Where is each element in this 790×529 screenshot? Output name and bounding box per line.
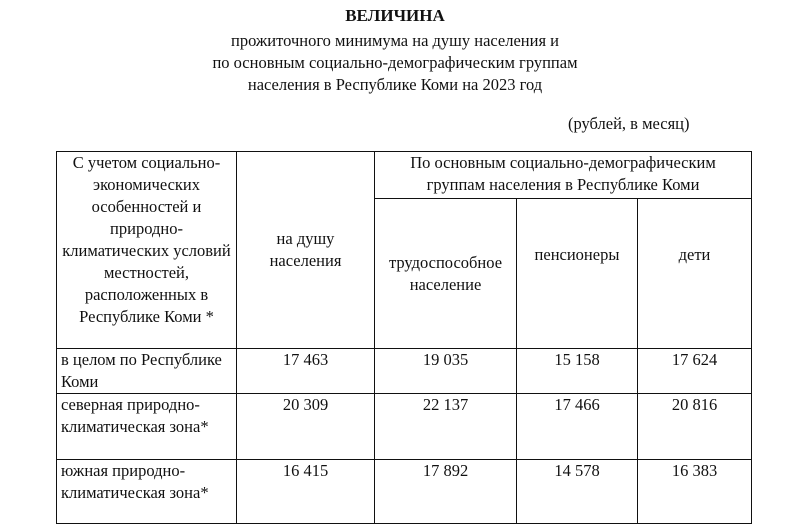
cell-per-capita: 16 415 <box>237 460 375 524</box>
header-working: трудоспособное население <box>375 199 517 349</box>
header-region: С учетом социально-экономических особенностей и природно-климатических условий местностей, расположенных в Республике Коми * <box>57 152 237 349</box>
subtitle-line: по основным социально-демографическим группам <box>212 53 578 72</box>
table-row <box>57 460 752 524</box>
cell-pensioners: 14 578 <box>517 460 638 524</box>
units-label: (рублей, в месяц) <box>568 114 690 133</box>
table-row <box>57 394 752 460</box>
table-row <box>57 349 752 394</box>
cell-children: 16 383 <box>638 460 752 524</box>
row-label: северная природно-климатическая зона* <box>57 394 237 460</box>
cell-children: 17 624 <box>638 349 752 394</box>
subtitle-line: населения в Республике Коми на 2023 год <box>247 75 543 94</box>
cell-per-capita: 20 309 <box>237 394 375 460</box>
cell-working: 19 035 <box>375 349 517 394</box>
cell-per-capita: 17 463 <box>237 349 375 394</box>
header-groups: По основным социально-демографическим группам населения в Республике Коми <box>375 152 752 199</box>
cell-children: 20 816 <box>638 394 752 460</box>
subsistence-table <box>56 151 752 524</box>
document-title: ВЕЛИЧИНА <box>345 6 445 25</box>
document-subtitle <box>0 30 790 96</box>
header-children: дети <box>638 199 752 349</box>
subtitle-line: прожиточного минимума на душу населения и <box>230 31 560 50</box>
cell-working: 17 892 <box>375 460 517 524</box>
row-label: в целом по Республике Коми <box>57 349 237 394</box>
header-per-capita: на душу населения <box>237 152 375 349</box>
row-label: южная природно-климатическая зона* <box>57 460 237 524</box>
cell-working: 22 137 <box>375 394 517 460</box>
cell-pensioners: 15 158 <box>517 349 638 394</box>
cell-pensioners: 17 466 <box>517 394 638 460</box>
header-pensioners: пенсионеры <box>517 199 638 349</box>
